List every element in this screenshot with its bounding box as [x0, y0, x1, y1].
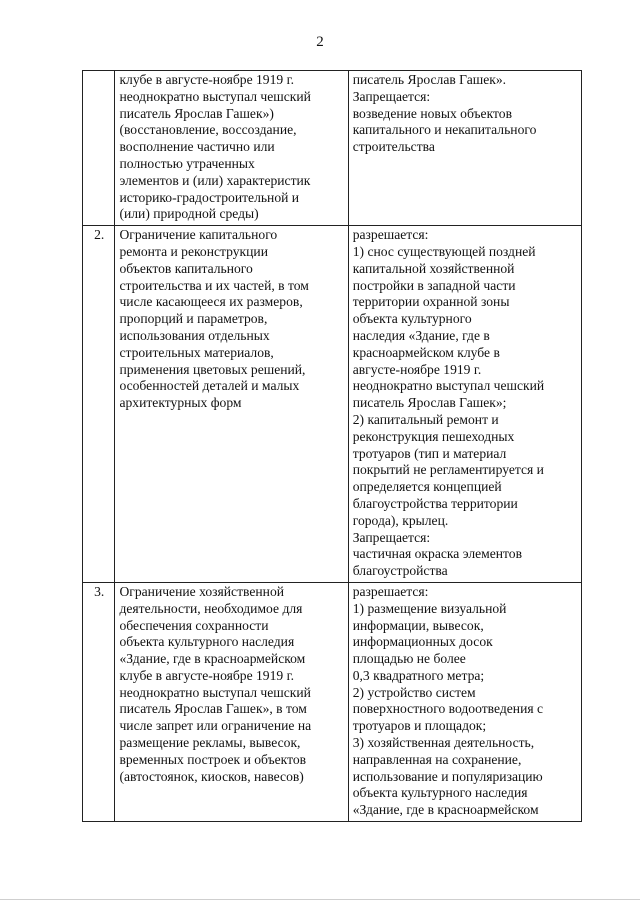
text-line: клубе в августе-ноябре 1919 г. [119, 667, 295, 683]
text-line: клубе в августе-ноябре 1919 г. [119, 72, 295, 87]
text-line: особенностей деталей и малых [119, 378, 300, 394]
text-line: элементов и (или) характеристик [119, 172, 311, 188]
text-line: города), крылец. [352, 512, 449, 528]
text-line: разрешается: [352, 583, 429, 599]
text-line: наследия «Здание, где в [352, 327, 490, 343]
text-line: поверхностного водоотведения с [352, 701, 544, 717]
scan-edge-line [0, 899, 640, 900]
text-line: объекта культурного наследия [119, 634, 295, 650]
text-line: ремонта и реконструкции [119, 243, 268, 259]
text-line: тротуаров и площадок; [352, 718, 487, 734]
text-line: архитектурных форм [119, 395, 242, 411]
text-line: Запрещается: [352, 529, 431, 545]
text-line: строительства [352, 139, 435, 155]
text-line: 2) капитальный ремонт и [352, 411, 499, 427]
text-line: «Здание, где в красноармейском [352, 802, 539, 818]
table-row [83, 71, 582, 226]
text-line: реконструкция пешеходных [352, 428, 515, 444]
text-line: информации, вывесок, [352, 617, 484, 633]
text-line: капитального и некапитального [352, 122, 537, 138]
text-line: Ограничение хозяйственной [119, 583, 285, 599]
text-line: постройки в западной части [352, 277, 516, 293]
text-line: писатель Ярослав Гашек». [352, 72, 507, 87]
text-line: красноармейском клубе в [352, 344, 500, 360]
text-line: тротуаров (тип и материал [352, 445, 507, 461]
text-line: (восстановление, воссоздание, [119, 122, 297, 138]
text-line: писатель Ярослав Гашек», в том [119, 701, 307, 717]
text-line: благоустройства [352, 563, 448, 579]
table-row [83, 226, 582, 583]
text-line: использования отдельных [119, 327, 270, 343]
text-line: неоднократно выступал чешский [119, 684, 311, 700]
text-line: неоднократно выступал чешский [119, 88, 311, 104]
text-line: использование и популяризацию [352, 768, 543, 784]
text-line: 1) снос существующей поздней [352, 243, 536, 259]
requirements-cell [348, 582, 581, 821]
text-line: (или) природной среды) [119, 206, 259, 222]
text-line: числе касающееся их размеров, [119, 294, 303, 310]
text-line: писатель Ярослав Гашек»; [352, 395, 507, 411]
text-line: деятельности, необходимое для [119, 600, 303, 616]
restriction-cell [115, 71, 348, 226]
text-line: определяется концепцией [352, 479, 502, 495]
text-line: 2) устройство систем [352, 684, 476, 700]
text-line: строительства и их частей, в том [119, 277, 309, 293]
text-line: направленная на сохранение, [352, 751, 522, 767]
text-line: капитальной хозяйственной [352, 260, 515, 276]
text-line: писатель Ярослав Гашек») [119, 105, 274, 121]
text-line: Запрещается: [352, 88, 431, 104]
text-line: благоустройства территории [352, 495, 518, 511]
text-line: объектов капитального [119, 260, 253, 276]
requirements-cell [348, 71, 581, 226]
text-line: разрешается: [352, 227, 429, 243]
text-line: объекта культурного наследия [352, 785, 528, 801]
regulations-table [82, 70, 582, 822]
text-line: 0,3 квадратного метра; [352, 667, 485, 683]
text-line: обеспечения сохранности [119, 617, 269, 633]
text-line: 3) хозяйственная деятельность, [352, 735, 535, 751]
text-line: частичная окраска элементов [352, 546, 523, 562]
text-line: возведение новых объектов [352, 105, 512, 121]
text-line: 1) размещение визуальной [352, 600, 507, 616]
text-line: августе-ноябре 1919 г. [352, 361, 482, 377]
row-number: 3. [83, 582, 115, 821]
table-body [83, 71, 582, 822]
text-line: Ограничение капитального [119, 227, 278, 243]
text-line: числе запрет или ограничение на [119, 718, 312, 734]
requirements-cell [348, 226, 581, 583]
row-number [83, 71, 115, 226]
text-line: информационных досок [352, 634, 493, 650]
restriction-cell [115, 226, 348, 583]
text-line: историко-градостроительной и [119, 189, 300, 205]
text-line: «Здание, где в красноармейском [119, 651, 306, 667]
restriction-cell [115, 582, 348, 821]
row-number: 2. [83, 226, 115, 583]
text-line: неоднократно выступал чешский [352, 378, 545, 394]
text-line: пропорций и параметров, [119, 311, 268, 327]
text-line: объекта культурного [352, 311, 472, 327]
text-line: восполнение частично или [119, 139, 275, 155]
text-line: строительных материалов, [119, 344, 274, 360]
text-line: размещение рекламы, вывесок, [119, 735, 301, 751]
text-line: применения цветовых решений, [119, 361, 306, 377]
text-line: покрытий не регламентируется и [352, 462, 544, 478]
page-number: 2 [316, 34, 324, 50]
text-line: полностью утраченных [119, 155, 255, 171]
text-line: территории охранной зоны [352, 294, 510, 310]
text-line: площадью не более [352, 651, 466, 667]
text-line: временных построек и объектов [119, 751, 307, 767]
text-line: (автостоянок, киосков, навесов) [119, 768, 304, 784]
table-row [83, 582, 582, 821]
